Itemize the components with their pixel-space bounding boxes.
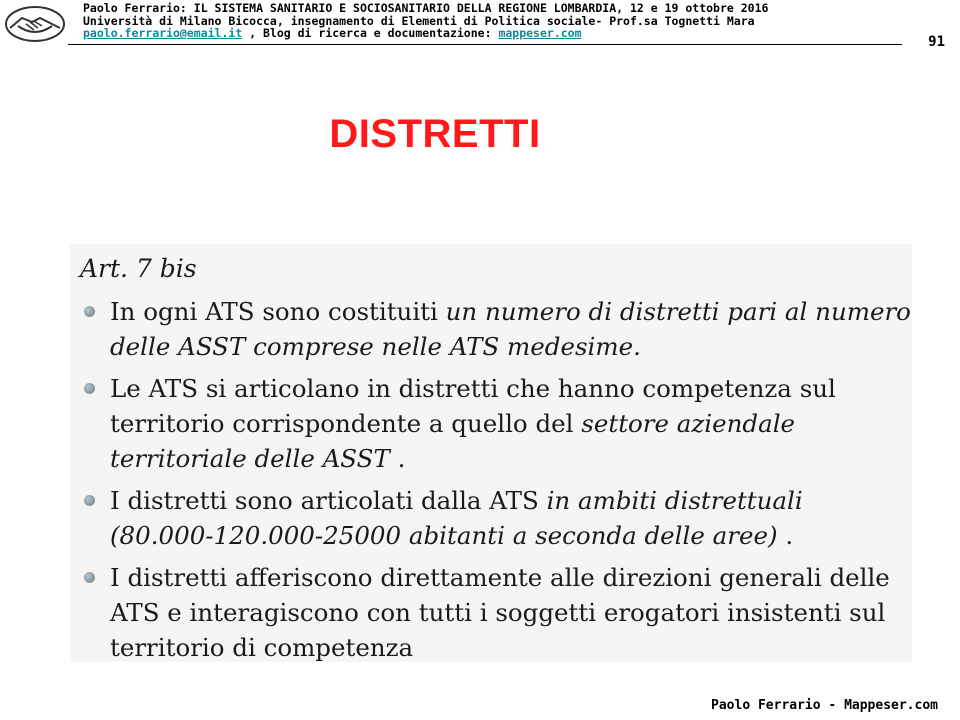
blog-link[interactable]: mappeser.com [498,26,582,40]
bullet-3-italic: in ambiti distrettuali (80.000-120.000-25000 abitanti a seconda delle aree) [110,486,803,550]
header-line-1: Paolo Ferrario: IL SISTEMA SANITARIO E SOCIOSANITARIO DELLA REGIONE LOMBARDIA, 12 e 19 ottobre 2016 [83,1,769,15]
header-line-2: Università di Milano Bicocca, insegnamento di Elementi di Politica sociale- Prof.sa Tognetti Mara [83,13,755,28]
bullet-2-text: Le ATS si articolano in distretti che hanno competenza sul territorio corrispondente a quello del [110,374,836,438]
header-connector-text: , Blog di ricerca e documentazione: [242,26,499,40]
bullet-3-text: I distretti sono articolati dalla ATS [110,486,547,515]
bullet-1-italic: un numero di distretti pari al numero delle ASST comprese nelle ATS medesime. [110,297,911,361]
slide-header [83,2,903,40]
article-bullet-list [70,294,912,672]
page-number: 91 [928,34,945,50]
bullet-dot-icon [84,383,95,394]
bullet-1-text: In ogni ATS sono costituiti [110,297,446,326]
bullet-item-2 [70,371,912,476]
slide-footer: Paolo Ferrario - Mappeser.com [711,698,938,713]
bullet-item-4 [70,560,912,665]
header-line-3 [83,27,903,40]
bullet-2-italic: settore aziendale territoriale delle ASST [110,409,796,473]
scanned-article-image [70,244,912,662]
bullet-3-end: . [777,521,794,550]
bullet-2-end: . [389,444,406,473]
handshake-logo-icon [4,4,66,44]
bullet-dot-icon [84,572,95,583]
article-heading: Art. 7 bis [80,254,197,283]
bullet-dot-icon [84,306,95,317]
email-link[interactable]: paolo.ferrario@email.it [83,26,243,40]
bullet-dot-icon [84,495,95,506]
bullet-item-3 [70,483,912,553]
slide-title: DISTRETTI [329,112,541,156]
bullet-4-text: I distretti afferiscono direttamente alle direzioni generali delle ATS e interagiscono con tutti i soggetti erogatori insistenti sul territorio di competenza [110,563,890,662]
header-divider [68,44,902,45]
bullet-item-1 [70,294,912,364]
